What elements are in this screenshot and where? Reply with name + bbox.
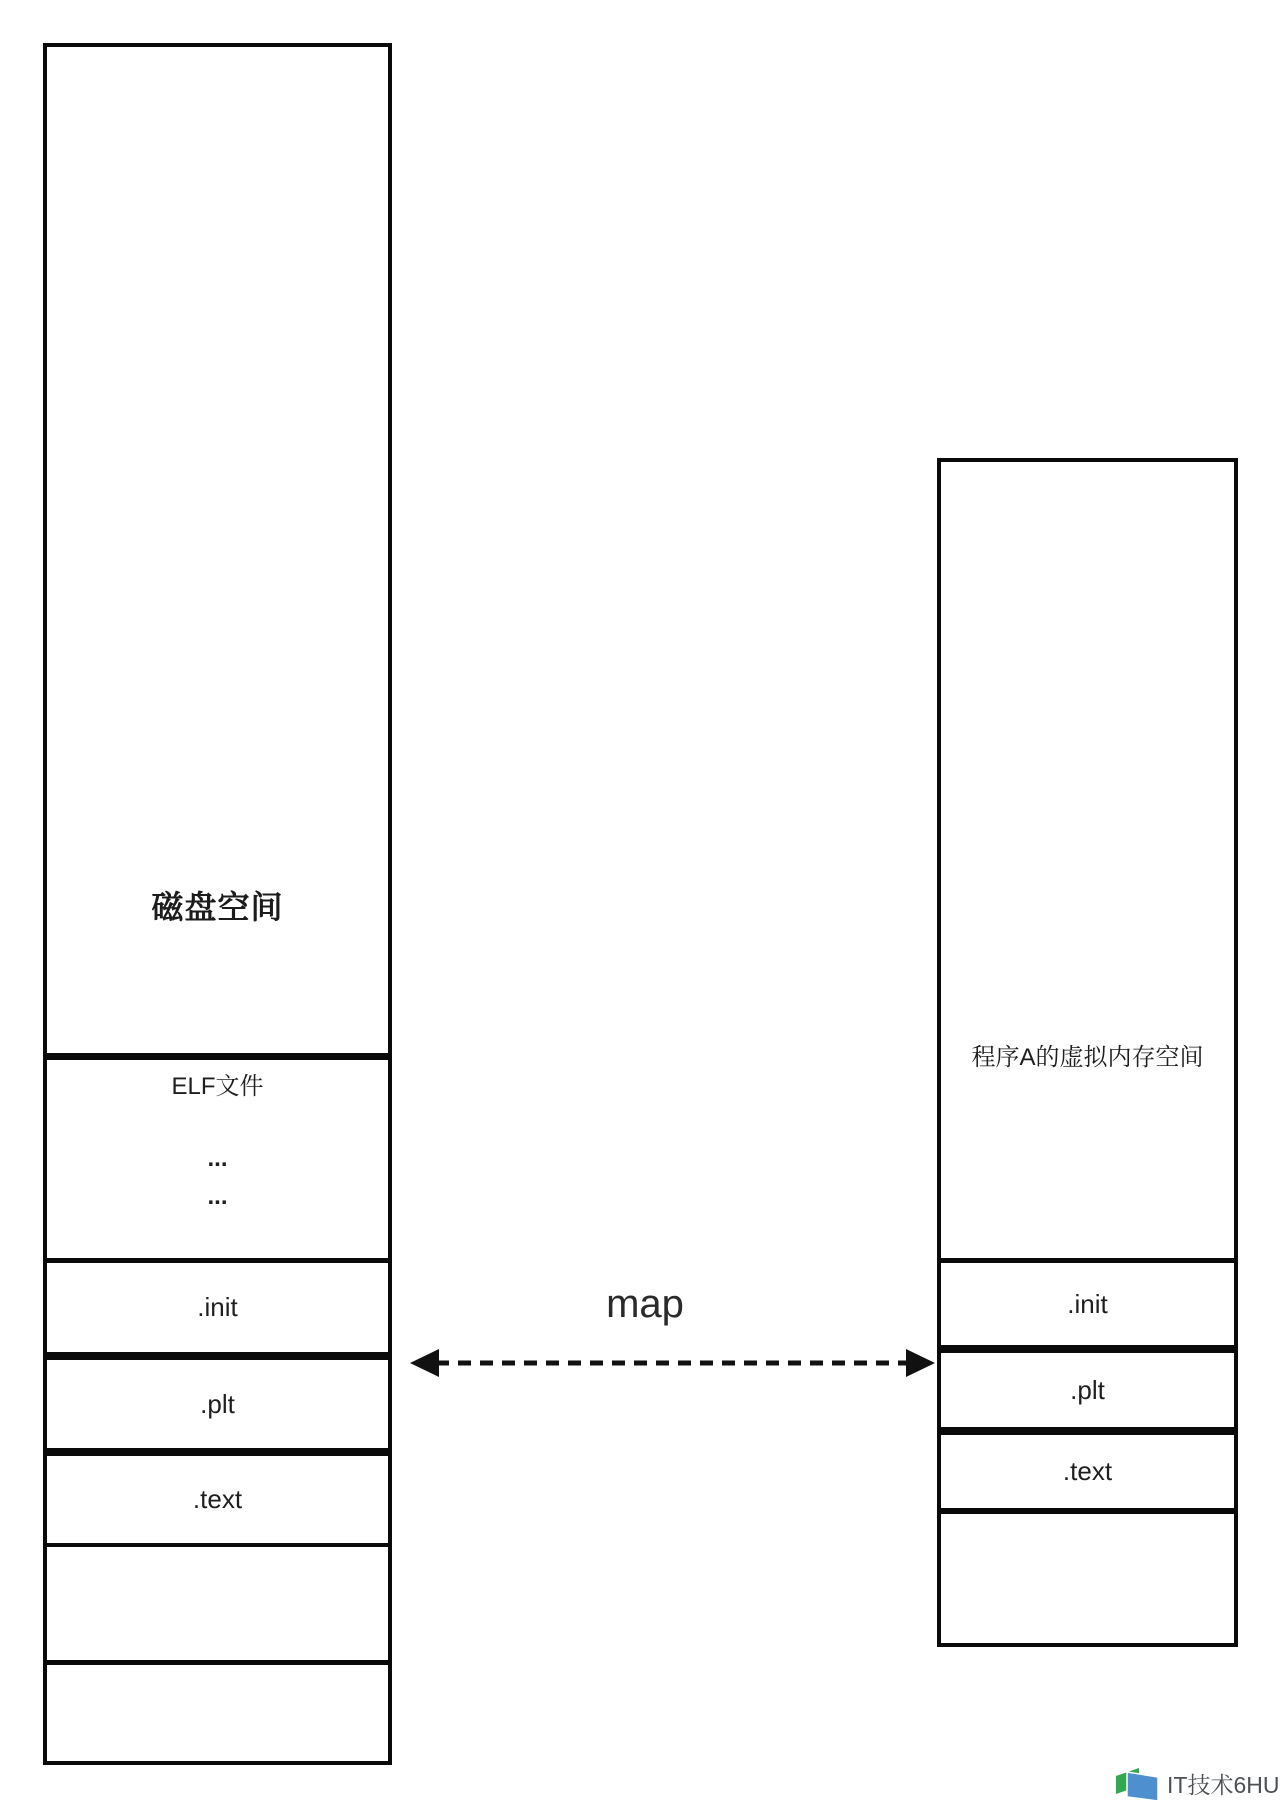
disk-space-title: 磁盘空间	[151, 889, 284, 925]
disk-empty-section-2	[47, 1660, 388, 1761]
watermark	[1114, 1766, 1279, 1804]
disk-space-box	[43, 43, 392, 1765]
vm-init-label: .init	[1067, 1288, 1108, 1319]
vm-title-section	[941, 462, 1234, 1258]
virtual-memory-box	[937, 458, 1238, 1647]
disk-text-label: .text	[192, 1484, 243, 1514]
elf-file-label: ELF文件	[171, 1073, 264, 1100]
vm-plt-label: .plt	[1070, 1374, 1105, 1405]
disk-init-section	[47, 1258, 388, 1352]
elf-ellipsis-1: ...	[207, 1145, 228, 1172]
vm-empty-section	[941, 1508, 1234, 1643]
vm-title: 程序A的虚拟内存空间	[971, 1044, 1204, 1071]
disk-empty-section-1	[47, 1543, 388, 1660]
vm-init-section	[941, 1258, 1234, 1345]
disk-plt-label: .plt	[200, 1388, 235, 1419]
vm-text-section	[941, 1427, 1234, 1508]
elf-ellipsis-2: ...	[207, 1183, 228, 1210]
map-arrow-icon	[400, 1330, 945, 1396]
vm-plt-section	[941, 1345, 1234, 1427]
elf-file-section	[47, 1053, 388, 1258]
disk-plt-section	[47, 1352, 388, 1448]
disk-title-section	[47, 47, 388, 1053]
watermark-logo-icon	[1114, 1766, 1160, 1804]
map-label: map	[606, 1282, 684, 1326]
vm-text-label: .text	[1062, 1456, 1113, 1486]
disk-text-section	[47, 1448, 388, 1543]
watermark-text: IT技术6HU	[1167, 1772, 1280, 1798]
disk-init-label: .init	[197, 1292, 238, 1322]
